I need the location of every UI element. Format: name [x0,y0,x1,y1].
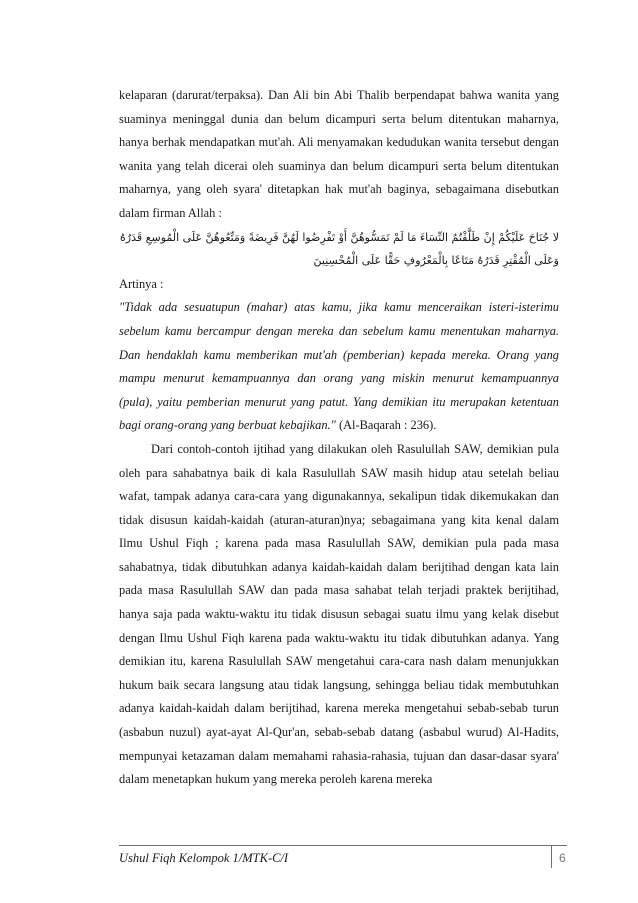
arabic-verse: لا جُنَاحَ عَلَيْكُمْ إِنْ طَلَّقْتُمُ النِّسَاءَ مَا لَمْ تَمَسُّوهُنَّ أَوْ تَفْرِضُوا لَهُنَّ فَرِيضَةً وَمَتِّعُوهُنَّ عَلَى الْمُوسِعِ قَدَرُهُ وَعَلَى الْمُقْتِرِ قَدَرُهُ مَتَاعًا بِالْمَعْرُوفِ حَقًّا عَلَى الْمُحْسِنِينَ [120,230,559,268]
footer-title: Ushul Fiqh Kelompok 1/MTK-C/I [119,851,289,865]
translation-source: (Al-Baqarah : 236). [335,418,437,433]
paragraph-mutah-ali: kelaparan (darurat/terpaksa). Dan Ali bin Abi Thalib berpendapat bahwa wanita yang suaminya meninggal dunia dan belum dicampuri serta belum ditentukan maharnya, hanya berhak mendapatkan mut'ah. Ali menyamakan kedudukan wanita tersebut dengan wanita yang telah dicerai oleh suaminya dan belum dicampuri serta belum ditentukan maharnya, yang oleh syara' ditetapkan hak mut'ah baginya, sebagaimana disebutkan dalam firman Allah : [119,88,559,220]
artinya-label: Artinya : [119,276,164,291]
translation-text: "Tidak ada sesuatupun (mahar) atas kamu, jika kamu menceraikan isteri-isterimu sebelum kamu bercampur dengan mereka dan sebelum kamu menentukan maharnya. Dan hendaklah kamu memberikan mut'ah (pemberian) kepada mereka. Orang yang mampu menurut kemampuannya dan orang yang miskin menurut kemampuannya (pula), yaitu pemberian menurut yang patut. Yang demikian itu merupakan ketentuan bagi orang-orang yang berbuat kebajikan." [119,300,559,433]
page-footer [119,845,567,868]
paragraph-ijtihad: Dari contoh-contoh ijtihad yang dilakukan oleh Rasulullah SAW, demikian pula oleh para sahabatnya baik di kala Rasulullah SAW masih hidup atau setelah beliau wafat, tampak adanya cara-cara yang digunakannya, sekalipun tidak dikemukakan dan tidak disusun kaidah-kaidah (aturan-aturan)nya; sebagaimana yang kita kenal dalam Ilmu Ushul Fiqh ; karena pada masa Rasulullah SAW, demikian pula pada masa sahabatnya, tidak dibutuhkan adanya kaidah-kaidah dalam berijtihad dengan kata lain pada masa Rasulullah SAW dan pada masa sahabat telah terjadi praktek berijtihad, hanya saja pada waktu-waktu itu tidak disusun sebagai suatu ilmu yang kelak disebut dengan Ilmu Ushul Fiqh karena pada waktu-waktu itu tidak dibutuhkan adanya. Yang demikian itu, karena Rasulullah SAW mengetahui cara-cara nash dalam menunjukkan hukum baik secara langsung atau tidak langsung, sehingga beliau tidak membutuhkan adanya kaidah-kaidah dalam berijtihad, karena mereka mengetahui sebab-sebab turun (asbabun nuzul) ayat-ayat Al-Qur'an, sebab-sebab datang (asbabul wurud) Al-Hadits, mempunyai ketazaman dalam memahami rahasia-rahasia, tujuan dan dasar-dasar syara' dalam menetapkan hukum yang mereka peroleh karena mereka [119,441,559,787]
footer-divider [551,846,552,868]
verse-translation [119,296,559,438]
page-number: 6 [559,851,566,865]
page-body [119,84,559,792]
